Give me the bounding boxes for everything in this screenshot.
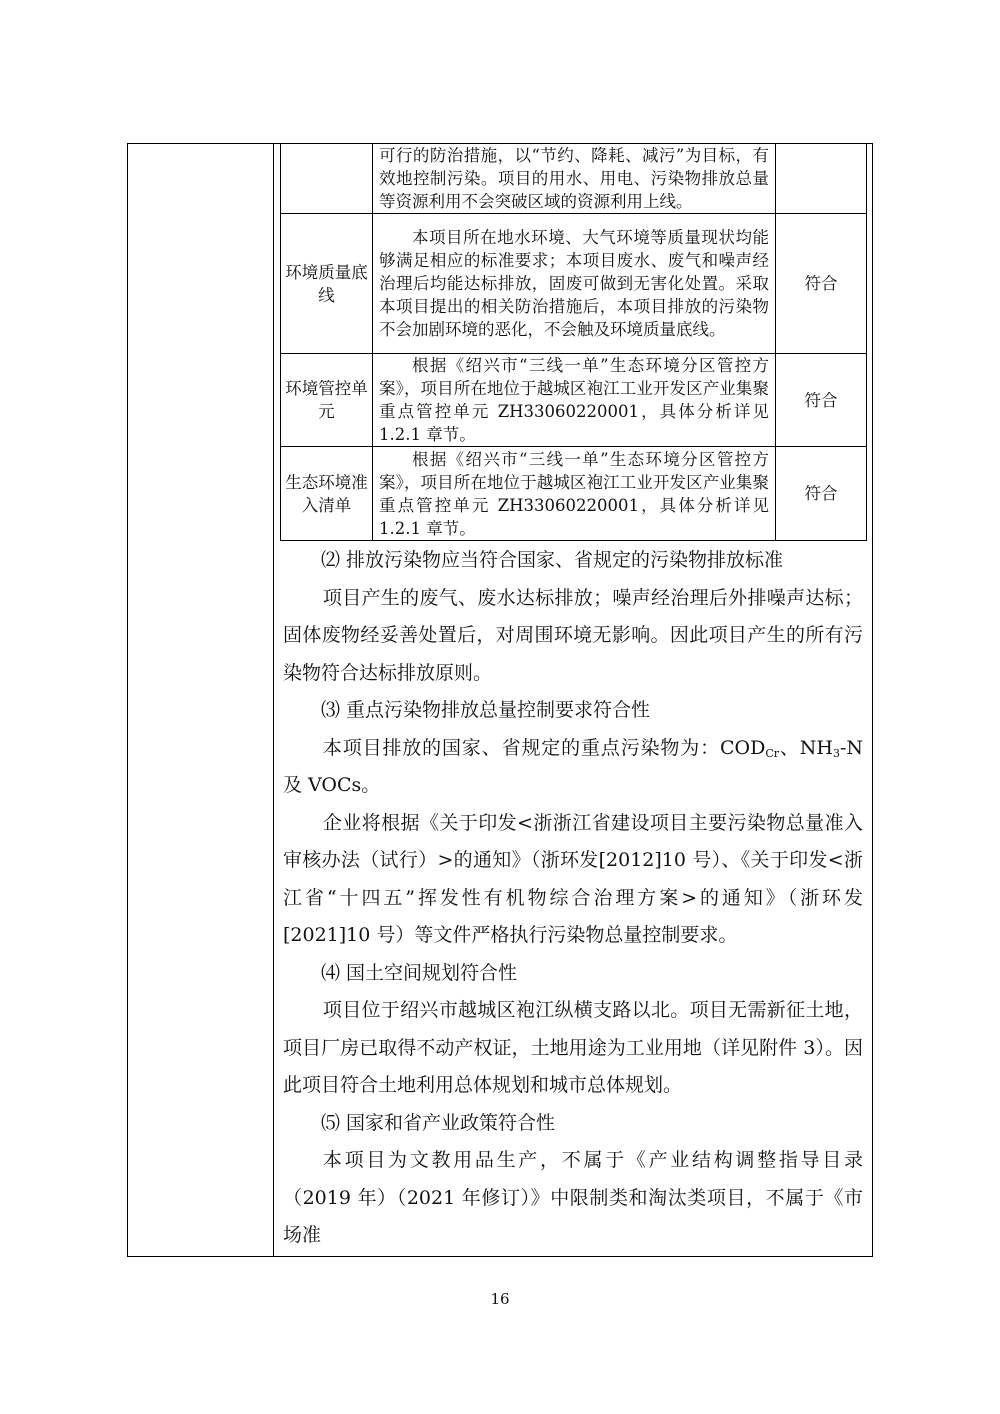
- row-description: 可行的防治措施，以“节约、降耗、减污”为目标，有效地控制污染。项目的用水、用电、污染物排放总量等资源利用不会突破区域的资源利用上线。: [373, 144, 776, 214]
- row-result: 符合: [776, 354, 867, 447]
- table-row: [281, 447, 867, 541]
- section-heading: ⑷ 国土空间规划符合性: [321, 961, 518, 984]
- paragraph: 企业将根据《关于印发<浙浙江省建设项目主要污染物总量准入审核办法（试行）>的通知》（浙环发[2012]10 号）、《关于印发<浙江省“十四五”挥发性有机物综合治理方案>的通知》（浙环发[2021]10 号）等文件严格执行污染物总量控制要求。: [283, 811, 863, 946]
- paragraph: 项目位于绍兴市越城区袍江纵横支路以北。项目无需新征土地，项目厂房已取得不动产权证，土地用途为工业用地（详见附件 3）。因此项目符合土地利用总体规划和城市总体规划。: [283, 999, 863, 1096]
- row-description: 本项目所在地水环境、大气环境等质量现状均能够满足相应的标准要求；本项目废水、废气和噪声经治理后均能达标排放，固废可做到无害化处置。采取本项目提出的相关防治措施后，本项目排放的污染物不会加剧环境的恶化，不会触及环境质量底线。: [373, 214, 776, 354]
- paragraph: 项目产生的废气、废水达标排放；噪声经治理后外排噪声达标；固体废物经妥善处置后，对周围环境无影响。因此项目产生的所有污染物符合达标排放原则。: [283, 586, 863, 684]
- text-span: 本项目排放的国家、省规定的重点污染物为：COD: [322, 736, 766, 759]
- text-span: 、NH: [779, 736, 833, 759]
- row-result: 符合: [776, 214, 867, 354]
- row-result: 符合: [776, 447, 867, 541]
- section-heading: ⑶ 重点污染物排放总量控制要求符合性: [321, 699, 651, 721]
- column-divider: [273, 144, 274, 1256]
- row-result: [776, 144, 867, 214]
- subscript: Cr: [765, 746, 780, 760]
- row-name: 环境管控单元: [281, 354, 373, 447]
- row-name: 生态环境准入清单: [281, 447, 373, 541]
- paragraph: 本项目为文教用品生产，不属于《产业结构调整指导目录（2019 年）（2021 年修订）》中限制类和淘汰类项目，不属于《市场准: [283, 1149, 863, 1246]
- table-row: [281, 354, 867, 447]
- table-row: [281, 144, 867, 214]
- section-heading: ⑵ 排放污染物应当符合国家、省规定的污染物排放标准: [321, 549, 784, 571]
- subscript: 3: [832, 746, 840, 760]
- compliance-table: [280, 143, 867, 541]
- body-text: [283, 542, 863, 1255]
- row-name: [281, 144, 373, 214]
- row-description: 根据《绍兴市“三线一单”生态环境分区管控方案》，项目所在地位于越城区袍江工业开发区产业集聚重点管控单元 ZH33060220001，具体分析详见 1.2.1 章节。: [373, 354, 776, 447]
- table-row: [281, 214, 867, 354]
- row-description: 根据《绍兴市“三线一单”生态环境分区管控方案》，项目所在地位于越城区袍江工业开发区产业集聚重点管控单元 ZH33060220001，具体分析详见 1.2.1 章节。: [373, 447, 776, 541]
- text-span: -N 及 VOCs。: [283, 736, 863, 796]
- row-name: 环境质量底线: [281, 214, 373, 354]
- section-heading: ⑸ 国家和省产业政策符合性: [321, 1111, 556, 1134]
- paragraph: [283, 730, 863, 805]
- page-number: 16: [490, 1290, 510, 1308]
